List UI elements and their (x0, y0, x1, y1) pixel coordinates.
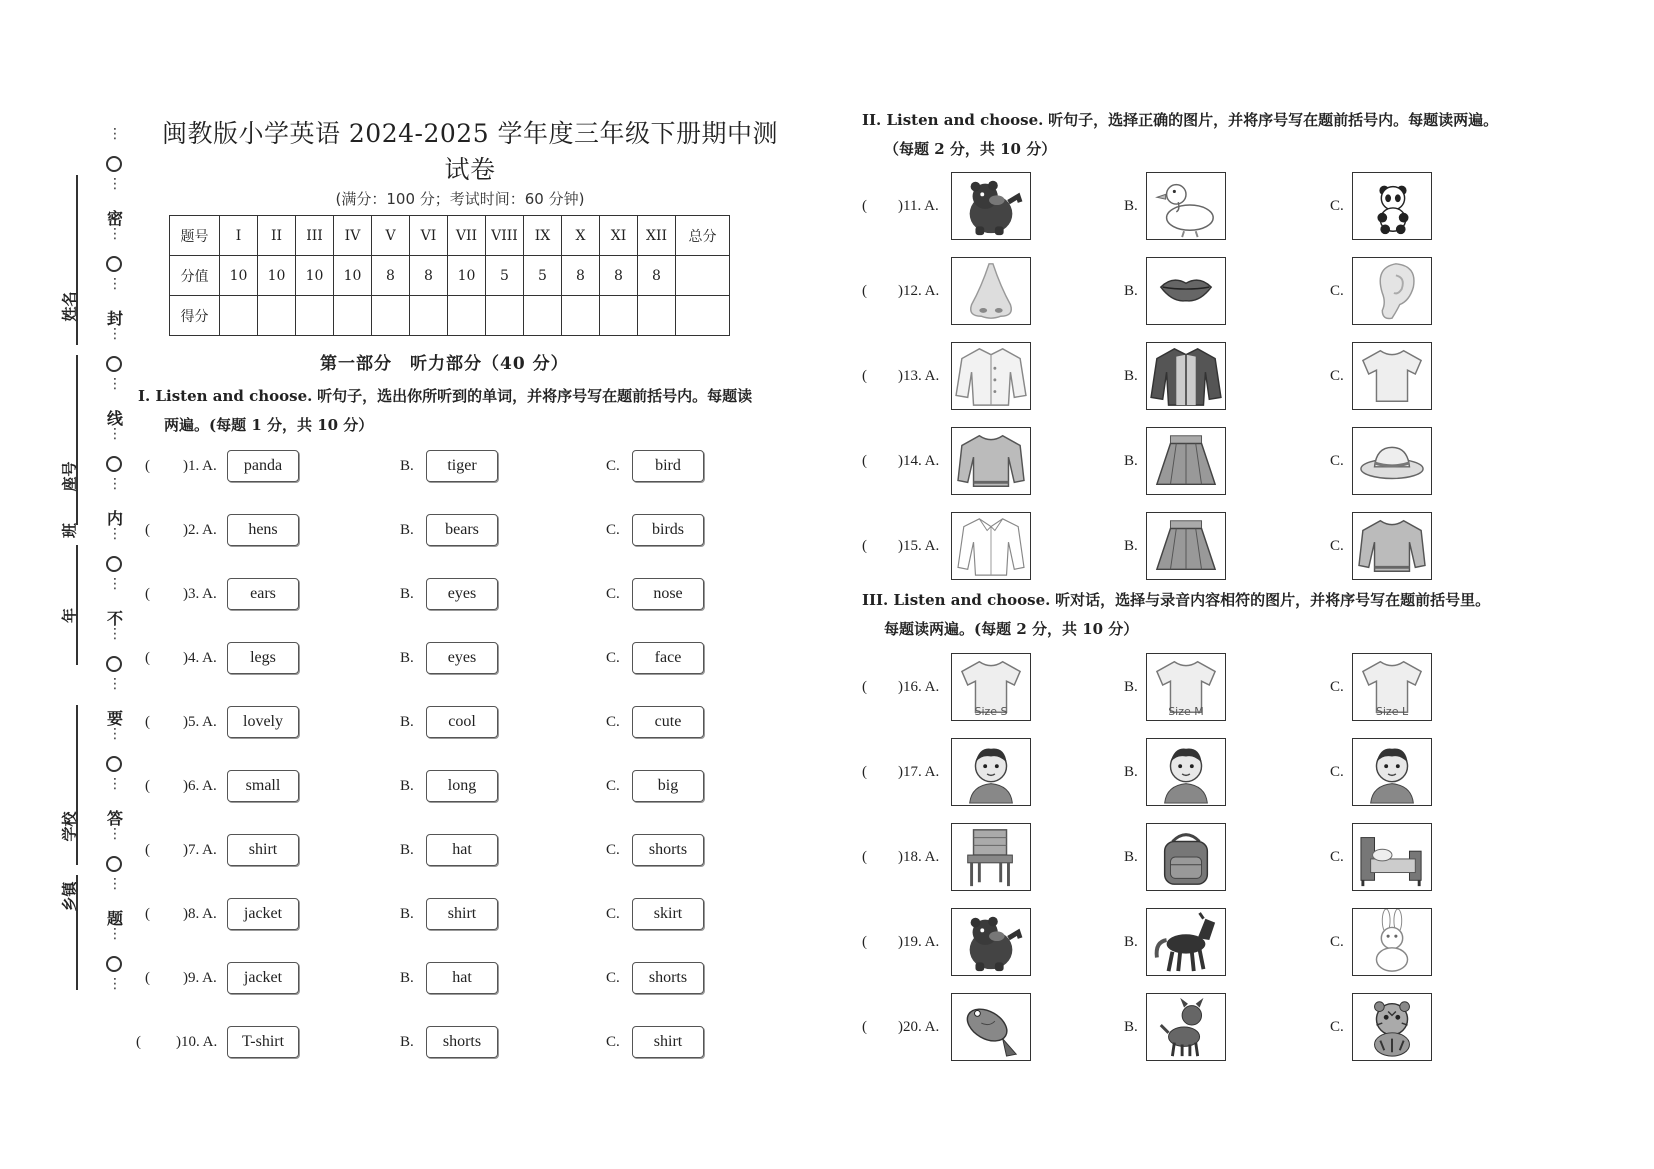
option-b-box: shirt (426, 898, 498, 930)
option-a-box: ears (227, 578, 299, 610)
score-value: 10 (296, 256, 334, 296)
score-row-label: 分值 (170, 256, 220, 296)
option-b-box: shorts (426, 1026, 498, 1058)
score-header: VI (410, 216, 448, 256)
score-header: VII (448, 216, 486, 256)
field-label: 乡镇 (60, 881, 79, 912)
option-b-label: B. (400, 586, 414, 602)
option-a-box: hens (227, 514, 299, 546)
score-value: 8 (600, 256, 638, 296)
option-a-box: jacket (227, 898, 299, 930)
seal-line (104, 128, 126, 1058)
bag-icon (1146, 823, 1226, 891)
section1-instruction: 听句子，选出你所听到的单词，并将序号写在题前括号内。每题读 (317, 387, 753, 405)
option-b-label: B. (1124, 934, 1138, 950)
option-b-label: B. (400, 1034, 414, 1050)
score-blank[interactable] (334, 296, 372, 336)
boy-icon (1352, 738, 1432, 806)
picture-question-row (862, 653, 1442, 723)
skirt-icon (1146, 512, 1226, 580)
exam-meta: (满分：100 分；考试时间：60 分钟) (335, 190, 585, 208)
option-b-label: B. (400, 842, 414, 858)
nose-icon (951, 257, 1031, 325)
section2-heading (862, 106, 1622, 164)
option-c-box: bird (632, 450, 704, 482)
option-c-box: shorts (632, 834, 704, 866)
question-number: )19. A. (898, 934, 940, 950)
option-b-label: B. (400, 970, 414, 986)
field-line[interactable] (76, 355, 78, 525)
answer-paren[interactable]: ( (862, 849, 867, 865)
seal-char: 封 (106, 309, 123, 328)
option-b-box: eyes (426, 642, 498, 674)
score-blank[interactable] (372, 296, 410, 336)
seal-dots: ⋮ (108, 576, 122, 592)
picture-question-row (862, 908, 1442, 978)
section1-heading (138, 382, 798, 440)
panda-icon (1352, 172, 1432, 240)
tiger-icon (1352, 993, 1432, 1061)
option-a-box: small (227, 770, 299, 802)
score-header: XII (638, 216, 676, 256)
picture-question-row (862, 427, 1442, 497)
hat-icon (1352, 427, 1432, 495)
score-table (169, 215, 730, 336)
tshirt-icon (1352, 342, 1432, 410)
option-c-label: C. (606, 842, 620, 858)
score-blank[interactable] (600, 296, 638, 336)
ear-icon (1352, 257, 1432, 325)
option-b-label: B. (1124, 453, 1138, 469)
score-value: 5 (486, 256, 524, 296)
size-tag: Size L (1375, 705, 1409, 718)
score-row (170, 216, 730, 256)
seal-circle (106, 456, 122, 472)
seal-char: 不 (106, 609, 123, 628)
seal-char: 要 (106, 709, 123, 728)
score-blank[interactable] (562, 296, 600, 336)
option-a-box: shirt (227, 834, 299, 866)
option-b-box: bears (426, 514, 498, 546)
field-label: 年 (60, 608, 79, 624)
seal-dots: ⋮ (108, 376, 122, 392)
field-label: 班 (60, 523, 79, 539)
question-number: )10. A. (176, 1034, 218, 1050)
size-tag: Size M (1168, 705, 1204, 718)
option-c-label: C. (606, 778, 620, 794)
answer-paren[interactable]: ( (145, 906, 150, 922)
question-number: )13. A. (898, 368, 940, 384)
score-row (170, 256, 730, 296)
section3-heading (862, 586, 1622, 644)
tshirt-icon (1352, 653, 1432, 721)
mouth-icon (1146, 257, 1226, 325)
field-label: 座号 (60, 461, 79, 492)
score-row-label: 题号 (170, 216, 220, 256)
score-blank[interactable] (296, 296, 334, 336)
question-number: )15. A. (898, 538, 940, 554)
answer-paren[interactable]: ( (862, 1019, 867, 1035)
question-row (145, 898, 705, 932)
option-c-box: birds (632, 514, 704, 546)
seal-circle (106, 856, 122, 872)
seal-char: 题 (106, 909, 123, 928)
option-b-box: tiger (426, 450, 498, 482)
coat-icon (951, 342, 1031, 410)
option-b-label: B. (1124, 538, 1138, 554)
score-blank[interactable] (448, 296, 486, 336)
option-a-box: panda (227, 450, 299, 482)
score-blank[interactable] (486, 296, 524, 336)
tshirt-icon (951, 653, 1031, 721)
option-b-label: B. (1124, 368, 1138, 384)
seal-dots: ⋮ (108, 326, 122, 342)
answer-paren[interactable]: ( (145, 522, 150, 538)
seal-char: 密 (106, 209, 123, 228)
question-number: )2. A. (183, 522, 217, 538)
section3-instruction2: 每题读两遍。(每题 2 分，共 10 分） (884, 620, 1139, 638)
seal-dots: ⋮ (108, 926, 122, 942)
answer-paren[interactable]: ( (862, 198, 867, 214)
question-number: )6. A. (183, 778, 217, 794)
option-b-box: eyes (426, 578, 498, 610)
option-c-box: face (632, 642, 704, 674)
option-b-label: B. (1124, 764, 1138, 780)
seal-circle (106, 556, 122, 572)
seal-dots: ⋮ (108, 826, 122, 842)
chair-icon (951, 823, 1031, 891)
option-b-label: B. (1124, 1019, 1138, 1035)
binding-margin (0, 0, 140, 1169)
score-blank[interactable] (258, 296, 296, 336)
boy-icon (951, 738, 1031, 806)
seal-dots: ⋮ (108, 426, 122, 442)
option-c-box: shorts (632, 962, 704, 994)
seal-dots: ⋮ (108, 876, 122, 892)
question-number: )3. A. (183, 586, 217, 602)
option-c-label: C. (1330, 679, 1344, 695)
option-c-label: C. (606, 458, 620, 474)
answer-paren[interactable]: ( (862, 679, 867, 695)
score-header: VIII (486, 216, 524, 256)
score-value: 10 (220, 256, 258, 296)
section3-label: III. Listen and choose. (862, 591, 1051, 609)
question-number: )14. A. (898, 453, 940, 469)
seal-char: 内 (106, 509, 123, 528)
score-value: 8 (372, 256, 410, 296)
score-value: 8 (410, 256, 448, 296)
option-c-label: C. (1330, 1019, 1344, 1035)
option-b-label: B. (1124, 198, 1138, 214)
bear-icon (951, 172, 1031, 240)
score-header: XI (600, 216, 638, 256)
option-b-label: B. (400, 458, 414, 474)
question-number: )17. A. (898, 764, 940, 780)
score-blank[interactable] (220, 296, 258, 336)
section2-instruction: 听句子，选择正确的图片，并将序号写在题前括号内。每题读两遍。 (1048, 111, 1499, 129)
dog-icon (1146, 993, 1226, 1061)
picture-question-row (862, 257, 1442, 327)
answer-paren[interactable]: ( (145, 650, 150, 666)
score-header: IX (524, 216, 562, 256)
score-blank[interactable] (638, 296, 676, 336)
score-row (170, 296, 730, 336)
part-title: 第一部分 听力部分（40 分） (320, 354, 569, 374)
option-c-label: C. (606, 522, 620, 538)
picture-question-row (862, 823, 1442, 893)
option-b-label: B. (400, 906, 414, 922)
answer-paren[interactable]: ( (862, 453, 867, 469)
seal-dots: ⋮ (108, 276, 122, 292)
option-c-label: C. (606, 906, 620, 922)
rabbit-icon (1352, 908, 1432, 976)
sweater-icon (1352, 512, 1432, 580)
question-number: )4. A. (183, 650, 217, 666)
boy-icon (1146, 738, 1226, 806)
bear-icon (951, 908, 1031, 976)
picture-question-row (862, 512, 1442, 582)
duck-icon (1146, 172, 1226, 240)
seal-dots: ⋮ (108, 226, 122, 242)
tshirt-icon (1146, 653, 1226, 721)
question-number: )5. A. (183, 714, 217, 730)
seal-dots: ⋮ (108, 526, 122, 542)
option-b-label: B. (1124, 849, 1138, 865)
score-header: V (372, 216, 410, 256)
option-c-label: C. (606, 714, 620, 730)
question-number: )16. A. (898, 679, 940, 695)
answer-paren[interactable]: ( (862, 538, 867, 554)
seal-circle (106, 656, 122, 672)
question-number: )11. A. (898, 198, 939, 214)
option-c-box: skirt (632, 898, 704, 930)
field-label: 学校 (60, 811, 79, 842)
answer-paren[interactable]: ( (145, 586, 150, 602)
option-b-label: B. (400, 778, 414, 794)
section3-instruction: 听对话，选择与录音内容相符的图片，并将序号写在题前括号里。 (1055, 591, 1491, 609)
option-b-label: B. (400, 522, 414, 538)
option-a-box: lovely (227, 706, 299, 738)
option-a-box: legs (227, 642, 299, 674)
answer-paren[interactable]: ( (862, 368, 867, 384)
seal-dots: ⋮ (108, 176, 122, 192)
score-header: III (296, 216, 334, 256)
score-blank[interactable] (524, 296, 562, 336)
option-c-label: C. (606, 586, 620, 602)
option-c-label: C. (1330, 764, 1344, 780)
section2-label: II. Listen and choose. (862, 111, 1044, 129)
question-row (145, 770, 705, 804)
fish-icon (951, 993, 1031, 1061)
seal-dots: ⋮ (108, 976, 122, 992)
option-c-label: C. (1330, 198, 1344, 214)
option-b-label: B. (1124, 283, 1138, 299)
answer-paren[interactable]: ( (862, 764, 867, 780)
option-b-label: B. (1124, 679, 1138, 695)
option-c-label: C. (606, 650, 620, 666)
question-row (145, 578, 705, 612)
seal-char: 线 (106, 409, 123, 428)
bed-icon (1352, 823, 1432, 891)
option-c-label: C. (1330, 934, 1344, 950)
seal-dots: ⋮ (108, 726, 122, 742)
seal-circle (106, 156, 122, 172)
option-c-label: C. (1330, 453, 1344, 469)
option-c-label: C. (1330, 849, 1344, 865)
section1-label: I. Listen and choose. (138, 387, 313, 405)
question-number: )7. A. (183, 842, 217, 858)
seal-dots: ⋮ (108, 776, 122, 792)
score-header: I (220, 216, 258, 256)
score-header: II (258, 216, 296, 256)
picture-question-row (862, 738, 1442, 808)
option-b-box: hat (426, 962, 498, 994)
seal-dots: ⋮ (108, 676, 122, 692)
score-blank[interactable] (676, 296, 730, 336)
exam-title: 闽教版小学英语 2024-2025 学年度三年级下册期中测试卷 (161, 119, 779, 184)
question-number: )18. A. (898, 849, 940, 865)
score-value: 10 (258, 256, 296, 296)
option-c-label: C. (1330, 538, 1344, 554)
seal-circle (106, 756, 122, 772)
size-tag: Size S (974, 705, 1008, 718)
seal-circle (106, 356, 122, 372)
picture-question-row (862, 172, 1442, 242)
seal-dots: ⋮ (108, 626, 122, 642)
option-c-box: big (632, 770, 704, 802)
option-c-label: C. (606, 1034, 620, 1050)
answer-paren[interactable]: ( (862, 283, 867, 299)
score-header: 总分 (676, 216, 730, 256)
seal-circle (106, 956, 122, 972)
option-c-label: C. (606, 970, 620, 986)
option-c-box: shirt (632, 1026, 704, 1058)
question-number: )9. A. (183, 970, 217, 986)
question-number: )12. A. (898, 283, 940, 299)
seal-circle (106, 256, 122, 272)
score-blank[interactable] (410, 296, 448, 336)
question-number: )8. A. (183, 906, 217, 922)
seal-dots: ⋮ (108, 476, 122, 492)
option-b-label: B. (400, 650, 414, 666)
question-number: )20. A. (898, 1019, 940, 1035)
score-header: IV (334, 216, 372, 256)
score-row-label: 得分 (170, 296, 220, 336)
question-row (145, 706, 705, 740)
skirt-icon (1146, 427, 1226, 495)
answer-paren[interactable]: ( (145, 778, 150, 794)
question-row (145, 834, 705, 868)
option-c-box: cute (632, 706, 704, 738)
section2-instruction2: （每题 2 分，共 10 分） (884, 140, 1057, 158)
score-value (676, 256, 730, 296)
score-value: 8 (638, 256, 676, 296)
score-value: 10 (334, 256, 372, 296)
question-row (136, 1026, 696, 1060)
option-b-box: cool (426, 706, 498, 738)
score-value: 5 (524, 256, 562, 296)
answer-paren[interactable]: ( (862, 934, 867, 950)
option-c-label: C. (1330, 283, 1344, 299)
picture-question-row (862, 342, 1442, 412)
horse-icon (1146, 908, 1226, 976)
field-label: 姓名 (60, 291, 79, 322)
section1-instruction2: 两遍。(每题 1 分，共 10 分） (164, 416, 374, 434)
score-header: X (562, 216, 600, 256)
answer-paren[interactable]: ( (145, 842, 150, 858)
question-row (145, 642, 705, 676)
option-c-box: nose (632, 578, 704, 610)
seal-char: 答 (106, 809, 123, 828)
option-b-label: B. (400, 714, 414, 730)
answer-paren[interactable]: ( (136, 1034, 141, 1050)
question-row (145, 962, 705, 996)
question-row (145, 450, 705, 484)
question-number: )1. A. (183, 458, 217, 474)
answer-paren[interactable]: ( (145, 714, 150, 730)
question-row (145, 514, 705, 548)
answer-paren[interactable]: ( (145, 970, 150, 986)
picture-question-row (862, 993, 1442, 1063)
option-c-label: C. (1330, 368, 1344, 384)
option-b-box: hat (426, 834, 498, 866)
shirt-icon (951, 512, 1031, 580)
option-a-box: jacket (227, 962, 299, 994)
seal-dots: ⋮ (108, 126, 122, 142)
answer-paren[interactable]: ( (145, 458, 150, 474)
sweater-icon (951, 427, 1031, 495)
score-value: 10 (448, 256, 486, 296)
option-a-box: T-shirt (227, 1026, 299, 1058)
jacket-icon (1146, 342, 1226, 410)
option-b-box: long (426, 770, 498, 802)
score-value: 8 (562, 256, 600, 296)
